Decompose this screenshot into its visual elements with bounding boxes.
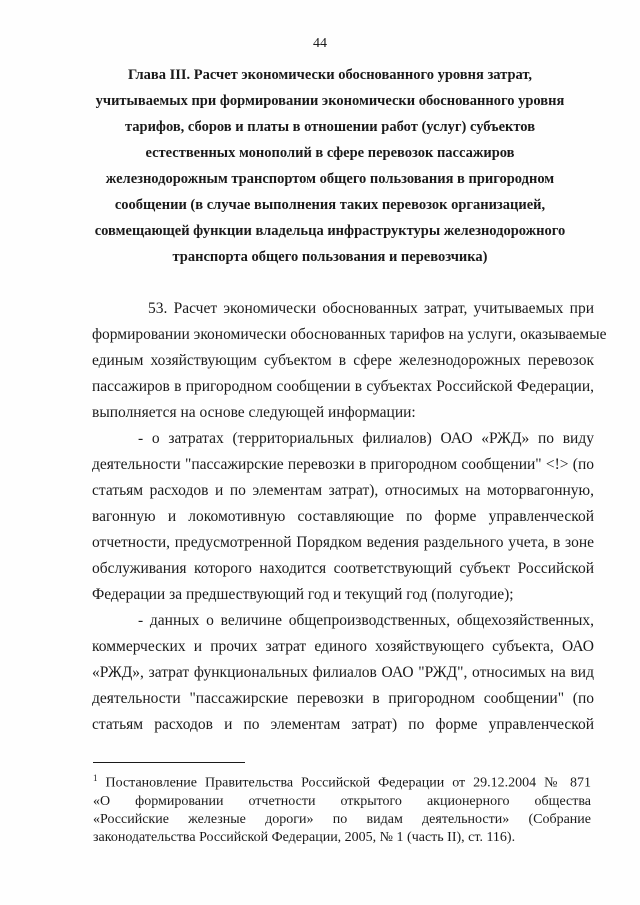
heading-line: совмещающей функции владельца инфраструктуры железнодорожного (94, 223, 566, 239)
footnote-line-text: Постановление Правительства Российской Федерации от 29.12.2004 № 871 (105, 775, 591, 791)
list-item-1-line: Федерации за предшествующий год и текущий год (полугодие); (92, 586, 514, 603)
footnote-line: законодательства Российской Федерации, 2005, № 1 (часть II), ст. 116). (93, 829, 516, 845)
footnote-line (93, 769, 591, 793)
list-item-1-line: деятельности "пассажирские перевозки в пригородном сообщении" <!> (по (92, 456, 594, 473)
footnote-line: «О формировании отчетности открытого акционерного общества (93, 793, 591, 809)
footnote (93, 769, 591, 847)
footnote-marker: 1 (93, 773, 98, 783)
list-item-1-line: вагонную и локомотивную составляющие по форме управленческой (92, 508, 594, 525)
list-item-2-line: коммерческих и прочих затрат единого хозяйствующего субъекта, ОАО (92, 638, 594, 655)
heading-line: естественных монополий в сфере перевозок пассажиров (145, 145, 515, 161)
heading-line: сообщении (в случае выполнения таких перевозок организацией, (114, 197, 546, 213)
paragraph-53-line: единым хозяйствующим субъектом в сфере железнодорожных перевозок (92, 352, 594, 369)
list-item-2-line: «РЖД», затрат функциональных филиалов ОАО "РЖД", относимых на вид (92, 664, 594, 681)
list-item-2-line: статьям расходов и по элементам затрат) по форме управленческой (92, 716, 594, 733)
heading-line: Глава III. Расчет экономически обоснованного уровня затрат, (127, 67, 533, 83)
paragraph-53-line: формировании экономически обоснованных тарифов на услуги, оказываемые (92, 326, 607, 343)
list-item-2-line: деятельности "пассажирские перевозки в пригородном сообщении" (по (92, 690, 594, 707)
footnote-separator (93, 762, 245, 763)
heading-line: учитываемых при формировании экономически обоснованного уровня (95, 93, 565, 109)
chapter-heading (70, 62, 590, 270)
list-item-1-line: обслуживания которого находится соответствующий субъект Российской (92, 560, 594, 577)
heading-line: транспорта общего пользования и перевозчика) (172, 249, 488, 265)
page-number: 44 (313, 36, 327, 51)
paragraph-53-line: выполняется на основе следующей информации: (92, 404, 416, 421)
list-item-1-line: статьям расходов и по элементам затрат), относимых на моторвагонную, (92, 482, 594, 499)
paragraph-53-line: пассажиров в пригородном сообщении в субъектах Российской Федерации, (92, 378, 594, 395)
paragraph-53-line: 53. Расчет экономически обоснованных затрат, учитываемых при (148, 300, 594, 317)
heading-line: тарифов, сборов и платы в отношении работ (услуг) субъектов (124, 119, 536, 135)
body-text (92, 296, 607, 738)
list-item-2-line: - данных о величине общепроизводственных, общехозяйственных, (138, 612, 594, 629)
list-item-1-line: - о затратах (территориальных филиалов) ОАО «РЖД» по виду (138, 430, 594, 447)
list-item-1-line: отчетности, предусмотренной Порядком ведения раздельного учета, в зоне (92, 534, 594, 551)
heading-line: железнодорожным транспортом общего пользования в пригородном (105, 171, 555, 187)
footnote-line: «Российские железные дороги» по видам деятельности» (Собрание (93, 811, 591, 827)
